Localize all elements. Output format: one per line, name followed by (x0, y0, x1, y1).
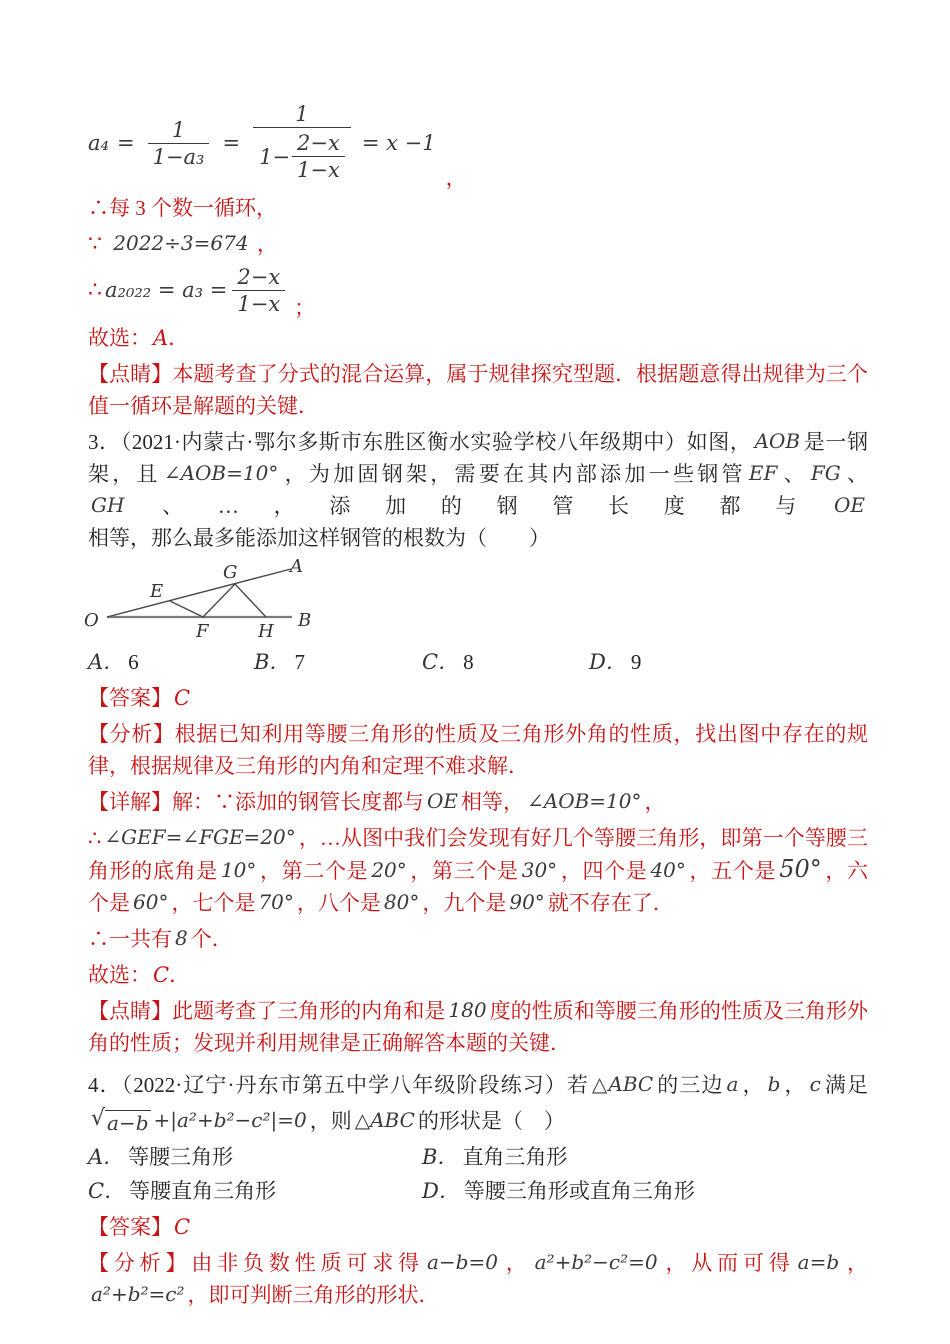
math-triangle-ABC: △ABC (591, 1072, 654, 1096)
stem-text: 满足 (823, 1073, 869, 1097)
because-symbol: ∵ (88, 231, 102, 256)
formula-a4-result: = x −1 (361, 131, 436, 155)
q4-options-row-1 (88, 1141, 868, 1173)
option-text: 等腰三角形或直角三角形 (463, 1179, 695, 1203)
document-page (84, 0, 869, 1311)
math-180: 180 (448, 998, 487, 1022)
q3-detail-line-2 (88, 822, 868, 919)
q4-option-d (422, 1175, 695, 1207)
q2-tip-paragraph (88, 358, 868, 422)
option-text: 等腰直角三角形 (129, 1179, 277, 1203)
math-c: c (809, 1072, 821, 1096)
stem-text: 的三边 (656, 1073, 724, 1097)
q3-options-row (88, 646, 868, 678)
detail-text: 【详解】解：∵添加的钢管长度都与 (88, 790, 424, 814)
q3-answer-line (88, 682, 868, 714)
point-label-E: E (150, 581, 164, 602)
inner-fraction (292, 130, 345, 183)
analysis-text: ， (500, 1251, 532, 1275)
math-a: a (726, 1072, 739, 1096)
detail-text: ，第二个是 (259, 859, 369, 883)
math-pythag-zero: a²+b²−c²=0 (534, 1250, 658, 1274)
cycle-conclusion-line (88, 192, 868, 224)
math-80deg: 80° (383, 890, 420, 914)
tip-label: 【点睛】 (88, 999, 173, 1023)
math-40deg: 40° (650, 858, 686, 882)
math-angle-AOB: ∠AOB=10° (527, 789, 642, 813)
math-angle-GEF: ∠GEF=∠FGE=20° (104, 825, 296, 849)
stem-text: 、…，添加的钢管长度都与 (127, 494, 831, 518)
therefore-symbol: ∴ (88, 277, 102, 303)
tip-label: 【点睛】 (88, 362, 173, 386)
point-label-F: F (196, 621, 209, 642)
math-OE: OE (834, 493, 865, 517)
geometry-diagram (74, 556, 868, 644)
formula-a4-lhs: a₄ (88, 131, 109, 155)
q4-option-b (422, 1141, 567, 1173)
detail-text: ， (644, 790, 666, 814)
math-60deg: 60° (133, 890, 169, 914)
math-8: 8 (175, 926, 188, 950)
math-FG: FG (810, 461, 841, 485)
period: ． (169, 963, 191, 987)
math-20deg: 20° (371, 858, 407, 882)
a2022-formula-line (88, 262, 868, 318)
q4-option-c (88, 1175, 276, 1207)
division-line (88, 228, 868, 260)
detail-text: ，六个是 (88, 859, 869, 915)
detail-text: ，第三个是 (409, 859, 519, 883)
choose-label: 故选： (88, 963, 151, 987)
q3-option-b (254, 646, 305, 678)
equals-sign: = (222, 131, 241, 155)
option-letter: D． (589, 650, 627, 674)
analysis-text: ，即可判断三角形的形状． (187, 1283, 440, 1307)
tip-text: 度的性质和等腰三角形的性质及三角形外角的性质；发现并利用规律是正确解答本题的关键． (88, 999, 869, 1055)
detail-text: 相等， (461, 790, 524, 814)
q3-analysis-paragraph (88, 718, 868, 782)
detail-text: ，九个是 (422, 891, 507, 915)
math-90deg: 90° (509, 890, 545, 914)
q3-option-c (422, 646, 474, 678)
stem-text: 相等，那么最多能添加这样钢管的根数为（ ） (88, 526, 550, 550)
period: ． (168, 326, 190, 350)
option-letter: B． (422, 1145, 459, 1169)
detail-text: ，七个是 (171, 891, 256, 915)
analysis-text: ， (842, 1251, 868, 1275)
q3-option-d (589, 646, 641, 678)
fraction-2-denominator (253, 127, 351, 185)
a2022-lhs: a₂₀₂₂ = a₃ = (105, 278, 228, 302)
option-letter: C． (88, 1179, 126, 1203)
stem-text: 、 (780, 462, 808, 486)
analysis-label: 【分析】 (88, 722, 175, 746)
q2-tip-text: 本题考查了分式的混合运算，属于规律探究型题．根据题意得出规律为三个值一循环是解题的关键． (88, 362, 869, 418)
fraction-2-numerator: 1 (295, 102, 309, 126)
semicolon: ； (294, 296, 316, 320)
q3-count-line (88, 923, 868, 955)
math-OE: OE (427, 789, 458, 813)
fraction-1-denominator: 1−a₃ (148, 143, 210, 170)
stem-text: 是一钢架，且 (88, 430, 869, 486)
zigzag-EFGH (170, 584, 266, 617)
detail-text: ，…从图中我们会发现有好几个等腰三角形，即第一个等腰三角形的底角是 (88, 826, 868, 883)
ray-OA (107, 569, 291, 617)
equals-sign: = (116, 131, 135, 155)
math-GH: GH (91, 493, 125, 517)
math-AOB: AOB (754, 429, 801, 453)
comma: ， (445, 166, 467, 190)
stem-text: 4．（2022·辽宁·丹东市第五中学八年级阶段练习）若 (88, 1073, 589, 1097)
q2-chosen-answer: A (153, 326, 169, 350)
option-letter: B． (254, 650, 291, 674)
analysis-text: 【分析】由非负数性质可求得 (88, 1251, 424, 1275)
radical-expression (88, 1106, 154, 1135)
stem-text: 3．（2021·内蒙古·鄂尔多斯市东胜区衡水实验学校八年级期中）如图， (88, 430, 752, 454)
fraction-1 (148, 117, 210, 170)
q3-answer: C (174, 686, 191, 710)
option-letter: A． (88, 1145, 125, 1169)
point-label-O: O (84, 610, 99, 631)
option-letter: A． (88, 650, 125, 674)
formula-a4-chain (88, 98, 868, 188)
math-abs-expression: +|a²+b²−c²|=0 (153, 1108, 307, 1132)
analysis-text: ，从而可得 (660, 1251, 795, 1275)
a2022-numerator: 2−x (237, 264, 281, 289)
option-letter: D． (422, 1179, 460, 1203)
q3-option-a (88, 646, 139, 678)
detail-text: 就不存在了． (547, 891, 674, 915)
question-4-stem (88, 1067, 868, 1139)
option-text: 直角三角形 (462, 1145, 568, 1169)
inner-fraction-numerator: 2−x (297, 131, 340, 155)
q2-choose-line (88, 322, 868, 354)
a2022-fraction (232, 264, 285, 317)
comma: ， (256, 232, 278, 256)
option-text: 6 (128, 650, 139, 674)
q3-tip-paragraph (88, 995, 868, 1059)
inner-fraction-denominator: 1−x (292, 156, 345, 183)
stem-text: ，则 (309, 1109, 352, 1133)
cycle-conclusion-text: ∴每 3 个数一循环， (88, 196, 277, 220)
q4-analysis-paragraph (88, 1247, 868, 1311)
tip-text: 此题考查了三角形的内角和是 (172, 999, 446, 1023)
fraction-2 (253, 101, 351, 185)
q4-options-row-2 (88, 1175, 868, 1207)
option-text: 9 (630, 650, 642, 674)
point-label-H: H (258, 621, 274, 642)
detail-text: ，五个是 (688, 859, 777, 883)
point-label-B: B (298, 610, 312, 631)
question-3-stem (88, 426, 868, 554)
division-formula: 2022÷3=674 (113, 231, 249, 255)
stem-text: 的形状是（ ） (417, 1109, 565, 1133)
q4-answer: C (174, 1215, 191, 1239)
fraction-1-numerator: 1 (171, 117, 186, 142)
option-letter: C． (422, 650, 460, 674)
stem-text: ， (741, 1073, 765, 1097)
count-text: 个． (190, 927, 233, 951)
math-pythag: a²+b²=c² (91, 1282, 185, 1306)
detail-text: ，八个是 (296, 891, 381, 915)
q3-detail-line-1 (88, 786, 868, 818)
point-label-G: G (223, 562, 238, 583)
a2022-denominator: 1−x (232, 290, 285, 317)
math-EF: EF (748, 461, 778, 485)
math-50deg: 50° (779, 855, 822, 883)
q4-option-a (88, 1141, 233, 1173)
answer-label: 【答案】 (88, 1215, 172, 1239)
math-30deg: 30° (521, 858, 558, 882)
fraction-2-denominator-prefix: 1− (259, 144, 291, 169)
option-text: 8 (463, 650, 474, 674)
stem-text: 、 (843, 462, 869, 486)
steel-frame-figure (74, 556, 324, 644)
stem-text: ， (783, 1073, 807, 1097)
count-text: ∴一共有 (88, 927, 172, 951)
therefore-symbol: ∴ (88, 826, 102, 850)
stem-text: ，为加固钢架，需要在其内部添加一些钢管 (281, 462, 746, 486)
math-a-minus-b: a−b=0 (426, 1250, 498, 1274)
q3-choose-line (88, 959, 868, 991)
detail-text: ，四个是 (560, 859, 648, 883)
option-text: 等腰三角形 (128, 1145, 234, 1169)
choose-label: 故选： (88, 326, 151, 350)
point-label-A: A (290, 556, 303, 577)
q4-answer-line (88, 1211, 868, 1243)
math-10deg: 10° (220, 858, 257, 882)
radical-sign: √ (91, 1106, 106, 1131)
math-triangle-ABC: △ABC (354, 1108, 415, 1132)
math-a-equals-b: a=b (797, 1250, 840, 1274)
math-angle-AOB: ∠AOB=10° (163, 461, 279, 485)
option-text: 7 (294, 650, 305, 674)
radicand: a−b (107, 1111, 149, 1135)
math-70deg: 70° (258, 890, 294, 914)
math-b: b (767, 1072, 781, 1096)
q3-analysis-text: 根据已知利用等腰三角形的性质及三角形外角的性质，找出图中存在的规律，根据规律及三角形的内角和定理不难求解． (88, 722, 869, 778)
answer-label: 【答案】 (88, 686, 172, 710)
q3-chosen-answer: C (153, 963, 170, 987)
